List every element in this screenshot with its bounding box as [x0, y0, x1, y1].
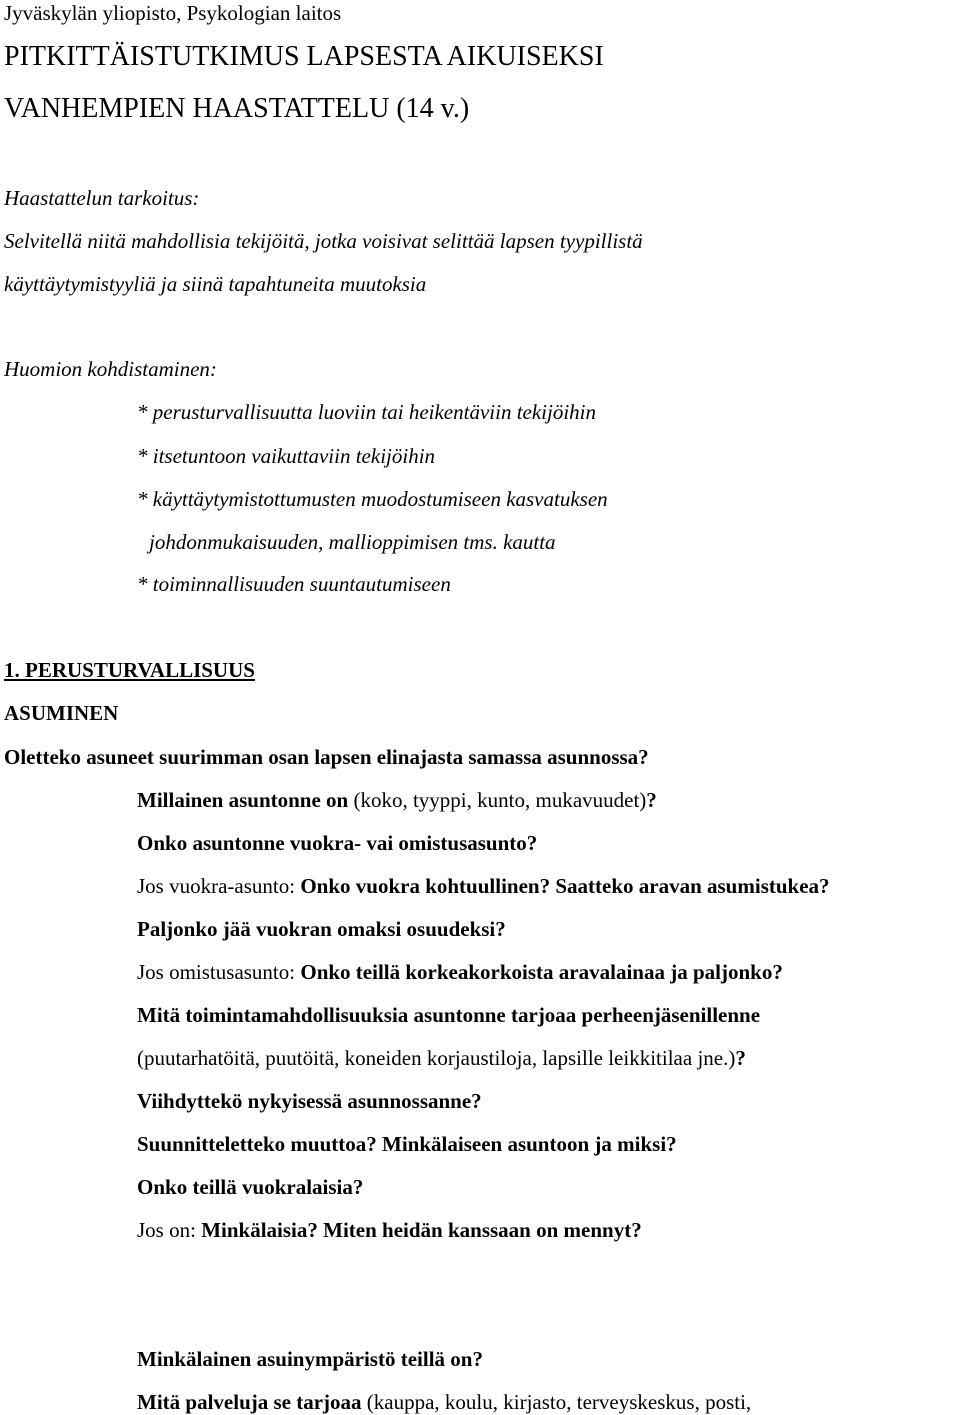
question-condition: Jos on:	[137, 1218, 202, 1242]
focus-item-continuation: johdonmukaisuuden, mallioppimisen tms. kautta	[149, 530, 556, 554]
purpose-label: Haastattelun tarkoitus:	[4, 186, 200, 210]
question-line: Onko asuntonne vuokra- vai omistusasunto?	[137, 831, 538, 855]
question-bold: Millainen asuntonne on	[137, 788, 349, 812]
question-line	[137, 1392, 751, 1413]
section-heading: 1. PERUSTURVALLISUUS	[4, 658, 255, 682]
focus-item: * toiminnallisuuden suuntautumiseen	[137, 572, 451, 596]
question-bold: Onko vuokra kohtuullinen? Saatteko aravan asumistukea?	[300, 874, 830, 898]
document-title-line1: PITKITTÄISTUTKIMUS LAPSESTA AIKUISEKSI	[4, 41, 604, 72]
question-line	[137, 1048, 746, 1069]
question-detail: (puutarhatöitä, puutöitä, koneiden korjaustiloja, lapsille leikkitilaa jne.)	[137, 1046, 736, 1070]
question-bold: Minkälaisia? Miten heidän kanssaan on mennyt?	[201, 1218, 642, 1242]
focus-item: * käyttäytymistottumusten muodostumiseen kasvatuksen	[137, 487, 608, 511]
main-question: Oletteko asuneet suurimman osan lapsen elinajasta samassa asunnossa?	[4, 745, 649, 769]
question-condition: Jos omistusasunto:	[137, 960, 301, 984]
question-line	[137, 876, 830, 897]
question-line: Mitä toimintamahdollisuuksia asuntonne tarjoaa perheenjäsenillenne	[137, 1003, 761, 1027]
question-bold: Onko teillä korkeakorkoista aravalainaa ja paljonko?	[300, 960, 783, 984]
question-line: Suunnitteletteko muuttoa? Minkälaiseen asuntoon ja miksi?	[137, 1132, 677, 1156]
purpose-text-line2: käyttäytymistyyliä ja siinä tapahtuneita muutoksia	[4, 272, 427, 296]
question-line	[137, 790, 657, 811]
question-bold: Mitä palveluja se tarjoaa	[137, 1390, 362, 1414]
institution-name: Jyväskylän yliopisto, Psykologian laitos	[4, 1, 342, 25]
question-detail: (koko, tyyppi, kunto, mukavuudet)	[348, 788, 647, 812]
focus-label: Huomion kohdistaminen:	[4, 357, 217, 381]
purpose-text-line1: Selvitellä niitä mahdollisia tekijöitä, jotka voisivat selittää lapsen tyypillistä	[4, 229, 643, 253]
question-line: Onko teillä vuokralaisia?	[137, 1175, 364, 1199]
question-line: Paljonko jää vuokran omaksi osuudeksi?	[137, 917, 506, 941]
question-mark: ?	[646, 788, 657, 812]
question-line: Minkälainen asuinympäristö teillä on?	[137, 1347, 483, 1371]
question-detail: (kauppa, koulu, kirjasto, terveyskeskus, posti,	[361, 1390, 752, 1414]
question-line	[137, 1220, 642, 1241]
document-title-line2: VANHEMPIEN HAASTATTELU (14 v.)	[4, 93, 470, 124]
section-subheading: ASUMINEN	[4, 701, 119, 725]
focus-item: * itsetuntoon vaikuttaviin tekijöihin	[137, 444, 436, 468]
question-condition: Jos vuokra-asunto:	[137, 874, 301, 898]
question-line: Viihdyttekö nykyisessä asunnossanne?	[137, 1089, 482, 1113]
question-mark: ?	[735, 1046, 746, 1070]
focus-item: * perusturvallisuutta luoviin tai heikentäviin tekijöihin	[137, 400, 597, 424]
question-line	[137, 962, 783, 983]
